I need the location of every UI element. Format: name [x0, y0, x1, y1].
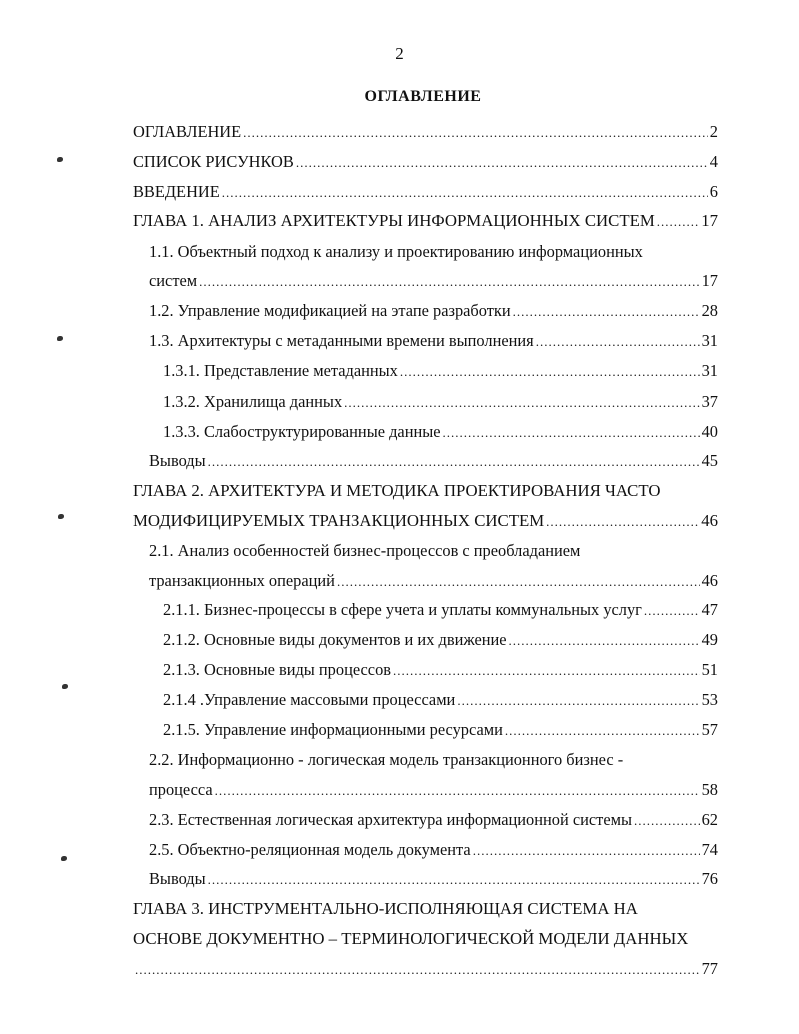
toc-entry-title-continued: МОДИФИЦИРУЕМЫХ ТРАНЗАКЦИОННЫХ СИСТЕМ — [133, 511, 545, 530]
toc-entry — [163, 660, 718, 681]
toc-entry-title: 1.3.1. Представление метаданных — [163, 361, 398, 380]
toc-entry-page: 17 — [701, 211, 718, 230]
toc-entry — [163, 422, 718, 443]
toc-entry — [163, 630, 718, 651]
toc-entry — [149, 571, 718, 592]
toc-leader — [634, 811, 700, 831]
toc-entry-title-continued: транзакционных операций — [149, 571, 335, 590]
toc-leader — [505, 721, 700, 741]
toc-leader — [657, 212, 699, 232]
toc-entry-page: 77 — [701, 959, 718, 978]
toc-entry-page: 31 — [701, 361, 718, 380]
toc-leader — [296, 153, 708, 173]
toc-entry — [149, 810, 718, 831]
toc-leader — [199, 272, 699, 292]
toc-entry — [163, 392, 718, 413]
toc-entry-title: 2.3. Естественная логическая архитектура информационной системы — [149, 810, 632, 829]
toc-entry-page: 6 — [709, 182, 718, 201]
toc-entry-title: 1.1. Объектный подход к анализу и проектированию информационных — [149, 242, 643, 261]
toc-entry-title: 2.1. Анализ особенностей бизнес-процессов с преобладанием — [149, 541, 581, 560]
toc-entry-title: ВВЕДЕНИЕ — [133, 182, 220, 201]
toc-entry-page: 51 — [701, 660, 718, 679]
toc-leader — [243, 123, 708, 143]
toc-entry-page: 76 — [701, 869, 718, 888]
toc-entry-title-continued: ОСНОВЕ ДОКУМЕНТНО – ТЕРМИНОЛОГИЧЕСКОЙ МОДЕЛИ ДАННЫХ — [133, 929, 689, 948]
toc-entry-title: 2.1.5. Управление информационными ресурсами — [163, 720, 503, 739]
toc-entry-page: 2 — [709, 122, 718, 141]
scan-speck — [58, 514, 64, 519]
toc-entry-title: 2.2. Информационно - логическая модель транзакционного бизнес - — [149, 750, 624, 769]
toc-entry-page: 47 — [701, 600, 718, 619]
toc-entry-title: 2.1.3. Основные виды процессов — [163, 660, 392, 679]
toc-leader — [393, 661, 700, 681]
scan-speck — [57, 336, 63, 341]
toc-leader — [215, 781, 700, 801]
toc-entry-page: 31 — [701, 331, 718, 350]
toc-entry-title: 2.5. Объектно-реляционная модель документа — [149, 840, 471, 859]
toc-entry — [163, 600, 718, 621]
toc-entry-title: СПИСОК РИСУНКОВ — [133, 152, 294, 171]
toc-entry — [149, 451, 718, 472]
toc-leader — [644, 601, 700, 621]
toc-leader — [443, 423, 700, 443]
toc-leader — [400, 362, 700, 382]
toc-entry — [133, 959, 718, 980]
toc-entry-title: 2.1.4 .Управление массовыми процессами — [163, 690, 456, 709]
toc-entry-page: 40 — [701, 422, 718, 441]
toc-entry — [163, 361, 718, 382]
toc-entry-title: ГЛАВА 1. АНАЛИЗ АРХИТЕКТУРЫ ИНФОРМАЦИОННЫХ СИСТЕМ — [133, 211, 655, 230]
toc-leader — [536, 332, 700, 352]
toc-entry — [133, 152, 718, 173]
toc-leader — [509, 631, 700, 651]
toc-entry — [133, 122, 718, 143]
toc-entry-title: ГЛАВА 2. АРХИТЕКТУРА И МЕТОДИКА ПРОЕКТИРОВАНИЯ ЧАСТО — [133, 481, 661, 500]
toc-entry-title-continued: процесса — [149, 780, 213, 799]
toc-entry — [149, 840, 718, 861]
toc-entry-title: 1.3. Архитектуры с метаданными времени выполнения — [149, 331, 534, 350]
scan-speck — [57, 157, 63, 162]
toc-leader — [473, 841, 700, 861]
toc-leader — [344, 393, 699, 413]
toc-entry-page: 58 — [701, 780, 718, 799]
toc-leader — [457, 691, 699, 711]
toc-entry-page: 4 — [709, 152, 718, 171]
toc-entry-page: 46 — [701, 511, 718, 530]
toc-entry-title-continued: систем — [149, 271, 198, 290]
toc-entry-page: 37 — [701, 392, 718, 411]
toc-entry-title: ОГЛАВЛЕНИЕ — [133, 122, 242, 141]
toc-leader — [513, 302, 700, 322]
toc-entry-title: Выводы — [149, 451, 206, 470]
toc-entry-title: 1.2. Управление модификацией на этапе разработки — [149, 301, 511, 320]
toc-chapter-entry — [133, 511, 718, 532]
page-number: 2 — [395, 44, 404, 63]
toc-entry — [149, 869, 718, 890]
toc-entry-title: 2.1.2. Основные виды документов и их движение — [163, 630, 507, 649]
toc-entry-page: 53 — [701, 690, 718, 709]
toc-entry-title: ГЛАВА 3. ИНСТРУМЕНТАЛЬНО-ИСПОЛНЯЮЩАЯ СИСТЕМА НА — [133, 899, 638, 918]
toc-heading: ОГЛАВЛЕНИЕ — [364, 88, 482, 105]
toc-entry-title: 2.1.1. Бизнес-процессы в сфере учета и уплаты коммунальных услуг — [163, 600, 642, 619]
toc-entry — [149, 271, 718, 292]
toc-entry — [163, 690, 718, 711]
toc-entry — [163, 720, 718, 741]
toc-leader — [222, 183, 708, 203]
toc-leader — [337, 572, 700, 592]
scan-speck — [61, 856, 67, 861]
toc-entry — [149, 780, 718, 801]
toc-leader — [546, 512, 699, 532]
toc-leader — [208, 452, 700, 472]
toc-entry — [133, 182, 718, 203]
toc-entry-title: Выводы — [149, 869, 206, 888]
toc-entry-title: 1.3.2. Хранилища данных — [163, 392, 343, 411]
toc-entry-page: 46 — [701, 571, 718, 590]
toc-chapter-entry — [133, 211, 718, 232]
toc-entry-page: 74 — [701, 840, 718, 859]
toc-entry-page: 28 — [701, 301, 718, 320]
toc-entry-page: 49 — [701, 630, 718, 649]
toc-leader — [135, 960, 700, 980]
scan-speck — [62, 684, 68, 689]
toc-entry-title: 1.3.3. Слабоструктурированные данные — [163, 422, 441, 441]
toc-leader — [208, 870, 700, 890]
toc-entry-page: 57 — [701, 720, 718, 739]
toc-entry — [149, 331, 718, 352]
toc-entry-page: 62 — [701, 810, 718, 829]
toc-entry-page: 45 — [701, 451, 718, 470]
toc-entry-page: 17 — [701, 271, 718, 290]
toc-entry — [149, 301, 718, 322]
